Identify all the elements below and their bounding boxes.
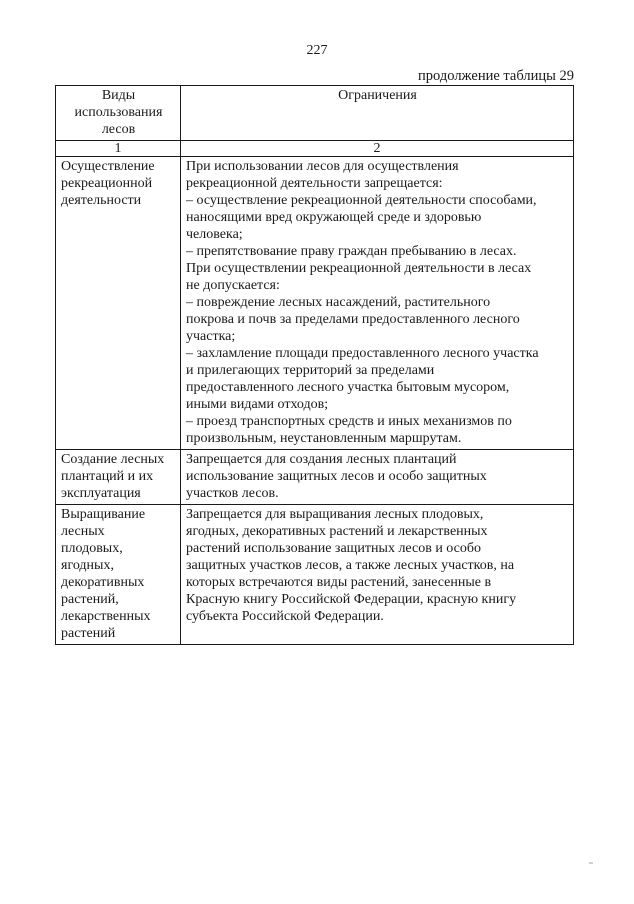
forest-use-type-cell bbox=[56, 450, 181, 505]
table-row-recreation bbox=[56, 157, 574, 450]
cell-line: субъекта Российской Федерации. bbox=[186, 609, 384, 624]
cell-line: плодовых, bbox=[61, 541, 123, 556]
cell-line: которых встречаются виды растений, занесенные в bbox=[186, 575, 492, 590]
column-number: 2 bbox=[181, 141, 574, 157]
cell-line: ягодных, декоративных растений и лекарственных bbox=[186, 524, 488, 539]
header-line: использования bbox=[74, 105, 163, 120]
cell-line: Запрещается для создания лесных плантаций bbox=[186, 452, 457, 467]
cell-line: – повреждение лесных насаждений, растительного bbox=[186, 295, 491, 310]
cell-line: – препятствование праву граждан пребыванию в лесах. bbox=[186, 244, 517, 259]
cell-line: – осуществление рекреационной деятельности способами, bbox=[186, 193, 537, 208]
table-row-plantations bbox=[56, 450, 574, 505]
cell-line: эксплуатация bbox=[61, 486, 141, 501]
restrictions-table bbox=[55, 85, 574, 645]
cell-line: рекреационной деятельности запрещается: bbox=[186, 176, 443, 191]
cell-line: Осуществление bbox=[61, 159, 155, 174]
cell-line: растений использование защитных лесов и особо bbox=[186, 541, 481, 556]
cell-line: лесных bbox=[61, 524, 105, 539]
cell-line: декоративных bbox=[61, 575, 145, 590]
header-line: Ограничения bbox=[338, 88, 417, 103]
cell-line: использование защитных лесов и особо защитных bbox=[186, 469, 487, 484]
cell-line: покрова и почв за пределами предоставленного лесного bbox=[186, 312, 520, 327]
cell-line: – захламление площади предоставленного лесного участка bbox=[186, 346, 539, 361]
cell-line: плантаций и их bbox=[61, 469, 154, 484]
cell-line: Запрещается для выращивания лесных плодовых, bbox=[186, 507, 484, 522]
cell-line: участка; bbox=[186, 329, 236, 344]
cell-line: растений bbox=[61, 626, 116, 641]
cell-line: предоставленного лесного участка бытовым мусором, bbox=[186, 380, 510, 395]
cell-line: При осуществлении рекреационной деятельности в лесах bbox=[186, 261, 532, 276]
cell-line: лекарственных bbox=[61, 609, 151, 624]
table-continuation-label: продолжение таблицы 29 bbox=[418, 68, 574, 84]
column-number: 1 bbox=[56, 141, 181, 157]
table-row-cultivation bbox=[56, 505, 574, 645]
cell-line: произвольным, неустановленным маршрутам. bbox=[186, 431, 462, 446]
cell-line: растений, bbox=[61, 592, 119, 607]
restrictions-cell bbox=[181, 157, 574, 450]
scan-speck bbox=[589, 862, 593, 864]
restrictions-cell bbox=[181, 450, 574, 505]
restrictions-cell bbox=[181, 505, 574, 645]
column-number-row bbox=[56, 141, 574, 157]
cell-line: рекреационной bbox=[61, 176, 153, 191]
cell-line: не допускается: bbox=[186, 278, 280, 293]
cell-line: Выращивание bbox=[61, 507, 146, 522]
cell-line: Красную книгу Российской Федерации, красную книгу bbox=[186, 592, 517, 607]
table-header-row bbox=[56, 86, 574, 141]
cell-line: – проезд транспортных средств и иных механизмов по bbox=[186, 414, 512, 429]
header-forest-use-types bbox=[56, 86, 181, 141]
header-line: лесов bbox=[101, 122, 136, 137]
cell-line: ягодных, bbox=[61, 558, 114, 573]
cell-line: участков лесов. bbox=[186, 486, 279, 501]
cell-line: человека; bbox=[186, 227, 243, 242]
header-restrictions bbox=[181, 86, 574, 141]
cell-line: наносящими вред окружающей среде и здоровью bbox=[186, 210, 482, 225]
cell-line: и прилегающих территорий за пределами bbox=[186, 363, 435, 378]
cell-line: иными видами отходов; bbox=[186, 397, 329, 412]
cell-line: Создание лесных bbox=[61, 452, 165, 467]
page-number: 227 bbox=[306, 43, 328, 58]
cell-line: При использовании лесов для осуществления bbox=[186, 159, 459, 174]
cell-line: защитных участков лесов, а также лесных участков, на bbox=[186, 558, 515, 573]
header-line: Виды bbox=[101, 88, 136, 103]
forest-use-type-cell bbox=[56, 157, 181, 450]
cell-line: деятельности bbox=[61, 193, 142, 208]
forest-use-type-cell bbox=[56, 505, 181, 645]
